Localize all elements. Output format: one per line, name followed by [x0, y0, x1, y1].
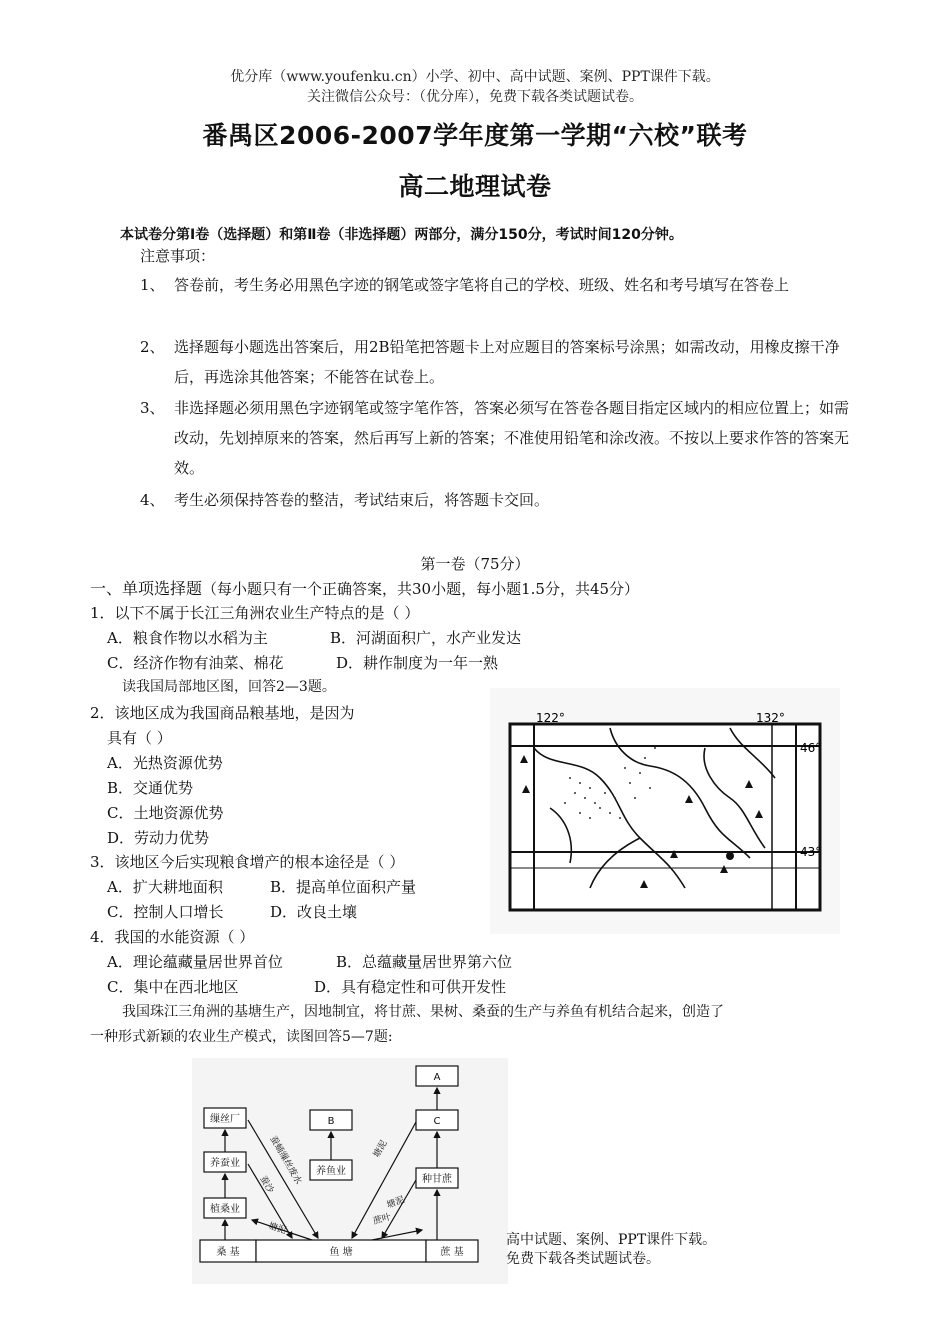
q2-option-b: B．交通优势 — [107, 779, 194, 797]
exam-intro: 本试卷分第Ⅰ卷（选择题）和第Ⅱ卷（非选择题）两部分，满分150分，考试时间120分钟。 — [120, 227, 683, 243]
q1-option-d: D．耕作制度为一年一熟 — [336, 654, 499, 672]
notice-item — [0, 270, 950, 330]
header-line-1: 优分库（www.youfenku.cn）小学、初中、高中试题、案例、PPT课件下载。 — [230, 69, 720, 85]
lon-label-132: 132° — [756, 711, 785, 725]
lon-label-122: 122° — [536, 711, 565, 725]
q1-option-b: B．河湖面积广，水产业发达 — [330, 629, 522, 647]
notice-item — [0, 485, 950, 515]
label-silkworm-sand: 蚕沙 — [257, 1174, 276, 1196]
q1-option-a: A．粮食作物以水稻为主 — [107, 629, 268, 647]
q4-option-d: D．具有稳定性和可供开发性 — [314, 978, 507, 996]
notice-item — [0, 332, 950, 392]
notice-text: 答卷前，考生务必用黑色字迹的钢笔或签字笔将自己的学校、班级、姓名和考号填写在答卷上 — [174, 276, 790, 294]
q2-option-a: A．光热资源优势 — [107, 754, 223, 772]
notice-number: 1、 — [140, 276, 165, 294]
q1-option-c: C．经济作物有油菜、棉花 — [107, 654, 284, 672]
notice-text: 考生必须保持答卷的整洁，考试结束后，将答题卡交回。 — [174, 491, 550, 509]
q4-option-b: B．总蕴藏量居世界第六位 — [336, 953, 513, 971]
map-intro: 读我国局部地区图，回答2—3题。 — [122, 679, 336, 695]
lat-label-46: 46° — [800, 741, 822, 755]
notice-item — [0, 393, 950, 485]
part1-title: 第一卷（75分） — [420, 555, 530, 573]
label-pond-mud-3: 塘泥 — [267, 1221, 288, 1237]
q4-option-a: A．理论蕴藏量居世界首位 — [107, 953, 283, 971]
notice-number: 3、 — [140, 399, 165, 417]
label-cane-residue: 蔗叶 — [372, 1212, 393, 1227]
label-silk-waste: 蚕蛹缫丝废水 — [267, 1134, 304, 1187]
label-silkworm: 养蚕业 — [210, 1158, 240, 1169]
q3-option-d: D．改良土壤 — [270, 903, 358, 921]
section1-title — [90, 579, 639, 599]
q1-stem: 1．以下不属于长江三角洲农业生产特点的是（ ） — [90, 604, 420, 622]
notice-number: 4、 — [140, 491, 165, 509]
notice-heading: 注意事项： — [140, 247, 216, 265]
label-b: B — [327, 1116, 335, 1127]
q2-stem-cont: 具有（ ） — [107, 729, 172, 747]
q3-option-c: C．控制人口增长 — [107, 903, 224, 921]
lat-label-43: 43° — [800, 845, 822, 859]
q4-option-c: C．集中在西北地区 — [107, 978, 239, 996]
q3-option-b: B．提高单位面积产量 — [270, 878, 417, 896]
exam-subtitle: 高二地理试卷 — [398, 172, 552, 201]
notice-text: 选择题每小题选出答案后，用2B铅笔把答题卡上对应题目的答案标号涂黑；如需改动，用橡皮擦干净后，再选涂其他答案；不能答在试卷上。 — [174, 338, 840, 386]
label-mulberry-dike: 桑 基 — [216, 1247, 240, 1258]
label-cane-dike: 蔗 基 — [440, 1247, 464, 1258]
notice-number: 2、 — [140, 338, 165, 356]
label-mulberry-farming: 植桑业 — [210, 1204, 240, 1215]
q3-stem: 3．该地区今后实现粮食增产的根本途径是（ ） — [90, 853, 405, 871]
q4-stem: 4．我国的水能资源（ ） — [90, 928, 255, 946]
section1-heading: 一、单项选择题 — [90, 579, 203, 598]
label-fish-pond: 鱼 塘 — [329, 1247, 353, 1258]
section1-desc: （每小题只有一个正确答案，共30小题，每小题1.5分，共45分） — [202, 580, 640, 598]
q2-option-c: C．土地资源优势 — [107, 804, 224, 822]
footer-line-1: 高中试题、案例、PPT课件下载。 — [506, 1232, 717, 1248]
region-map — [490, 688, 840, 934]
q2-stem: 2．该地区成为我国商品粮基地，是因为 — [90, 704, 355, 722]
label-pond-mud-1: 塘泥 — [371, 1138, 390, 1160]
label-fish-farming: 养鱼业 — [316, 1166, 346, 1177]
q5-intro-line-2: 一种形式新颖的农业生产模式，读图回答5—7题: — [90, 1029, 393, 1045]
q5-intro-line-1: 我国珠江三角洲的基塘生产，因地制宜，将甘蔗、果树、桑蚕的生产与养鱼有机结合起来，创造了 — [122, 1004, 724, 1020]
label-pond-mud-2: 塘泥 — [385, 1195, 406, 1211]
label-a: A — [433, 1072, 441, 1083]
footer-line-2: 免费下载各类试题试卷。 — [506, 1251, 660, 1267]
q2-option-d: D．劳动力优势 — [107, 829, 210, 847]
q3-option-a: A．扩大耕地面积 — [107, 878, 223, 896]
label-c: C — [433, 1116, 441, 1127]
header-line-2: 关注微信公众号：（优分库），免费下载各类试题试卷。 — [307, 89, 643, 105]
exam-title: 番禺区2006-2007学年度第一学期“六校”联考 — [202, 121, 748, 150]
label-sugarcane: 种甘蔗 — [422, 1174, 452, 1185]
notice-text: 非选择题必须用黑色字迹钢笔或签字笔作答，答案必须写在答卷各题目指定区域内的相应位置上；如需改动，先划掉原来的答案，然后再写上新的答案；不准使用铅笔和涂改液。不按以上要求作答的答案无效。 — [174, 399, 850, 477]
label-silk-factory: 缫丝厂 — [210, 1114, 240, 1125]
dike-pond-diagram — [192, 1058, 508, 1284]
